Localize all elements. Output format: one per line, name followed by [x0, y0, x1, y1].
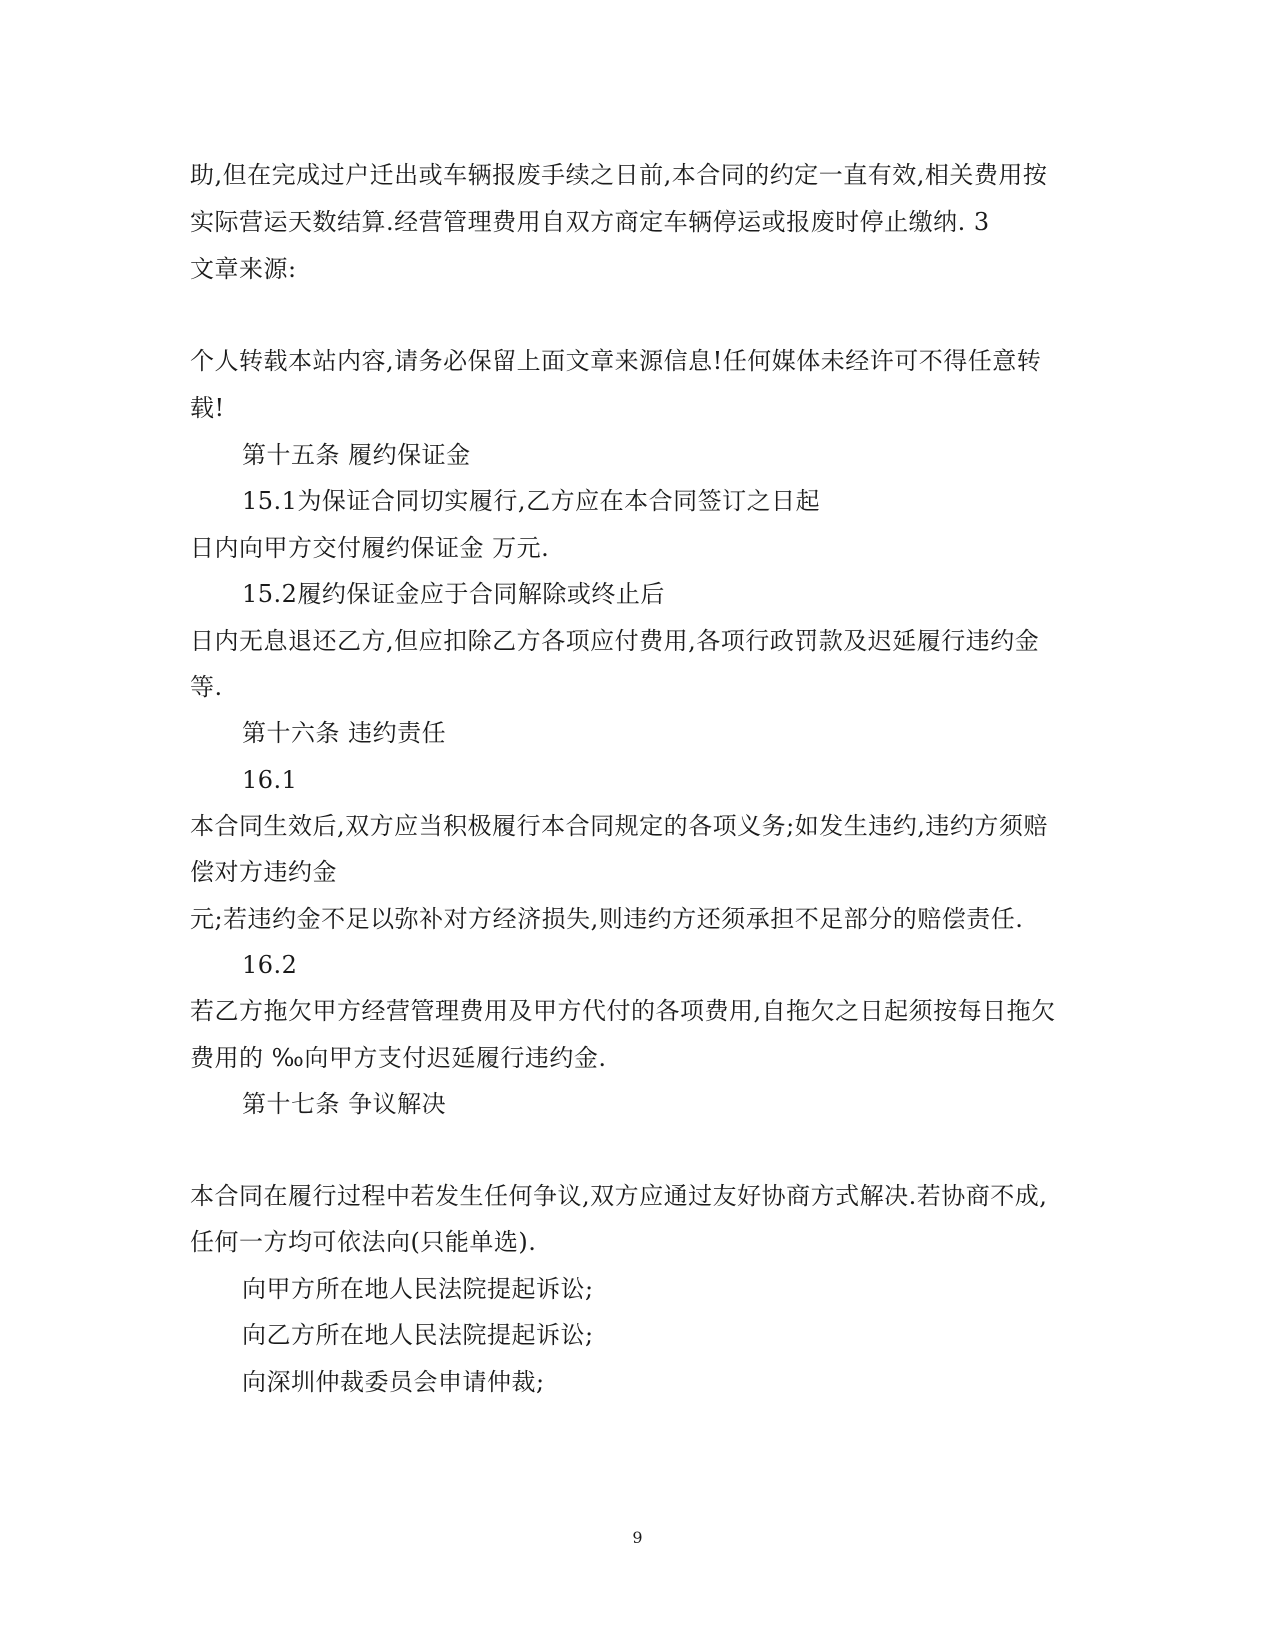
reprint-notice-line-2: 载!	[190, 394, 225, 422]
clause-15-2-line-2: 日内无息退还乙方,但应扣除乙方各项应付费用,各项行政罚款及迟延履行违约金	[190, 627, 1040, 655]
article-15-heading: 第十五条 履约保证金	[242, 441, 471, 469]
body-line-1: 助,但在完成过户迁出或车辆报废手续之日前,本合同的约定一直有效,相关费用按	[190, 161, 1048, 189]
option-shenzhen-arbitration: 向深圳仲裁委员会申请仲裁;	[242, 1368, 545, 1396]
clause-17-line-2: 任何一方均可依法向(只能单选).	[190, 1228, 537, 1256]
clause-16-1-number: 16.1	[242, 766, 298, 794]
article-16-heading: 第十六条 违约责任	[242, 719, 447, 747]
source-label: 文章来源:	[190, 255, 297, 283]
clause-17-line-1: 本合同在履行过程中若发生任何争议,双方应通过友好协商方式解决.若协商不成,	[190, 1182, 1048, 1210]
clause-15-2-line-3: 等.	[190, 673, 223, 701]
reprint-notice-line-1: 个人转载本站内容,请务必保留上面文章来源信息!任何媒体未经许可不得任意转	[190, 347, 1042, 375]
clause-16-2-number: 16.2	[242, 951, 298, 979]
clause-16-2-line-1: 若乙方拖欠甲方经营管理费用及甲方代付的各项费用,自拖欠之日起须按每日拖欠	[190, 997, 1056, 1025]
body-line-2: 实际营运天数结算.经营管理费用自双方商定车辆停运或报废时停止缴纳. 3	[190, 208, 990, 236]
clause-16-1-line-2: 偿对方违约金	[190, 858, 337, 886]
clause-16-1-line-3: 元;若违约金不足以弥补对方经济损失,则违约方还须承担不足部分的赔偿责任.	[190, 905, 1024, 933]
clause-15-1-line-1: 15.1为保证合同切实履行,乙方应在本合同签订之日起	[242, 487, 821, 515]
page-number: 9	[632, 1528, 643, 1547]
option-plaintiff-court: 向甲方所在地人民法院提起诉讼;	[242, 1275, 594, 1303]
clause-15-1-line-2: 日内向甲方交付履约保证金 万元.	[190, 534, 550, 562]
option-defendant-court: 向乙方所在地人民法院提起诉讼;	[242, 1321, 594, 1349]
clause-16-1-line-1: 本合同生效后,双方应当积极履行本合同规定的各项义务;如发生违约,违约方须赔	[190, 812, 1048, 840]
clause-16-2-line-2: 费用的 ‰向甲方支付迟延履行违约金.	[190, 1044, 607, 1072]
clause-15-2-line-1: 15.2履约保证金应于合同解除或终止后	[242, 580, 665, 608]
article-17-heading: 第十七条 争议解决	[242, 1090, 447, 1118]
